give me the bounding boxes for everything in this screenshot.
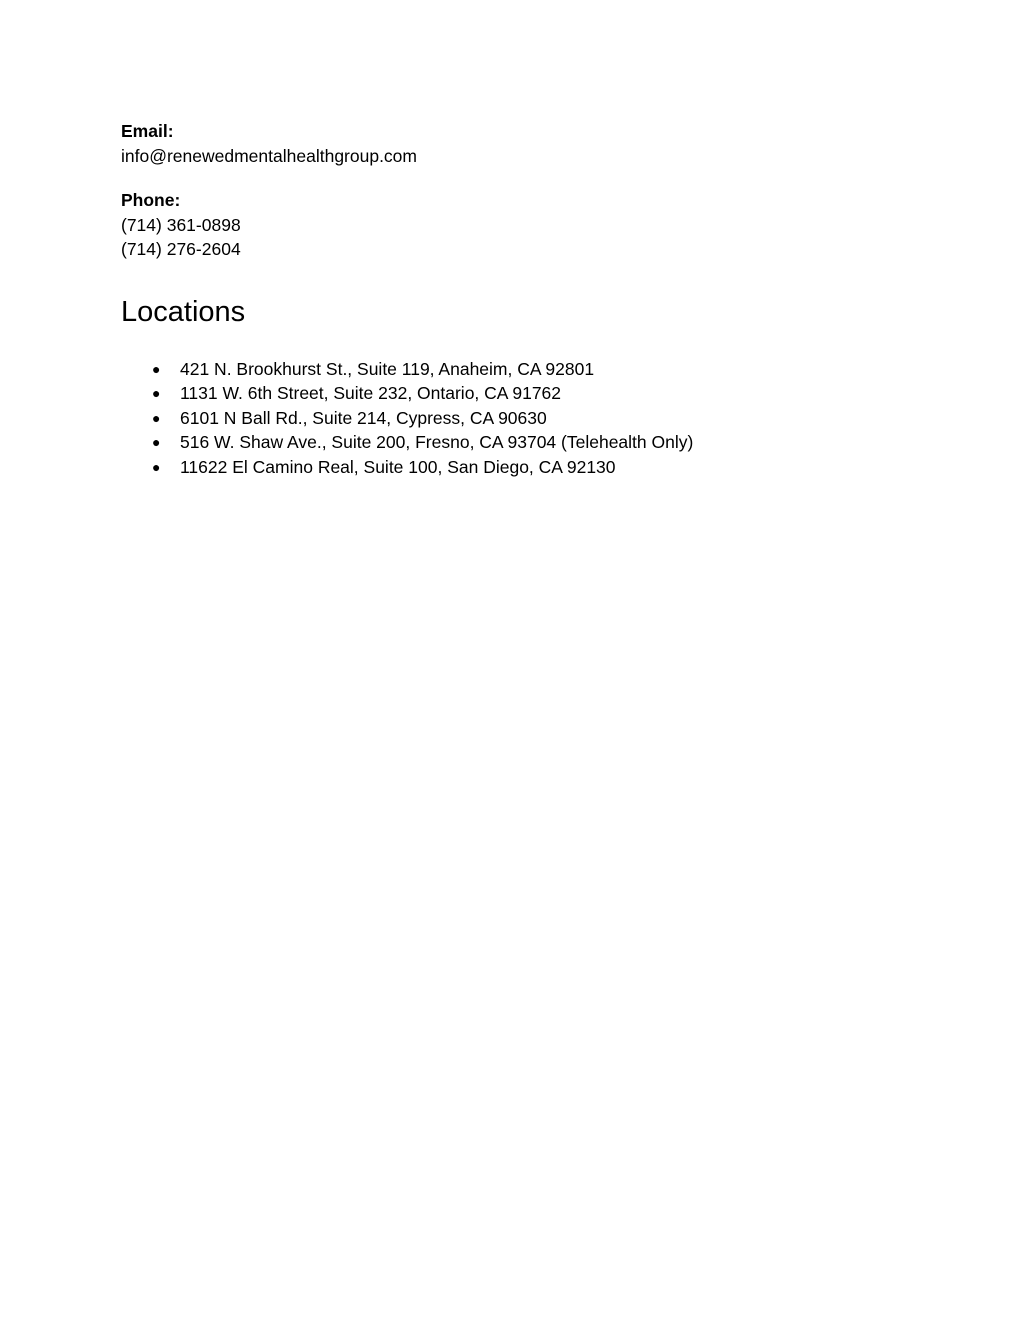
bullet-icon: ● [152, 458, 161, 475]
document-page [121, 119, 901, 479]
location-address: 516 W. Shaw Ave., Suite 200, Fresno, CA 93704 (Telehealth Only) [180, 432, 694, 452]
phone-number: (714) 361-0898 [121, 214, 241, 235]
email-block [121, 119, 901, 168]
bullet-icon: ● [152, 409, 161, 426]
location-address: 1131 W. 6th Street, Suite 232, Ontario, CA 91762 [180, 383, 562, 403]
phone-block [121, 188, 901, 262]
bullet-icon: ● [152, 434, 161, 450]
phone-number: (714) 276-2604 [121, 239, 241, 259]
phone-label: Phone: [121, 190, 181, 210]
location-item [121, 406, 901, 431]
location-address: 11622 El Camino Real, Suite 100, San Diego, CA 92130 [180, 456, 616, 477]
location-item [121, 455, 901, 480]
locations-list [121, 357, 901, 480]
bullet-icon: ● [152, 385, 161, 401]
location-item [121, 381, 901, 406]
location-item [121, 430, 901, 455]
location-address: 421 N. Brookhurst St., Suite 119, Anaheim, CA 92801 [180, 358, 595, 379]
email-address: info@renewedmentalhealthgroup.com [121, 145, 417, 166]
locations-heading: Locations [121, 295, 246, 328]
location-address: 6101 N Ball Rd., Suite 214, Cypress, CA 90630 [180, 407, 547, 428]
location-item [121, 357, 901, 382]
email-label: Email: [121, 121, 174, 141]
bullet-icon: ● [152, 360, 161, 377]
